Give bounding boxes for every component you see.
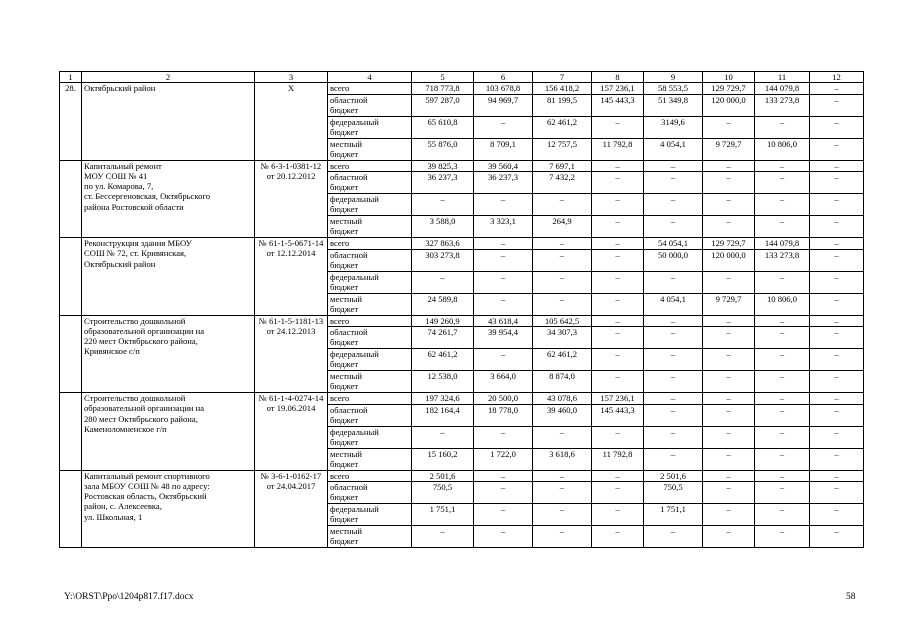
value-cell: – (703, 349, 755, 371)
value-cell: – (703, 426, 755, 448)
row-number-cell (60, 315, 82, 393)
column-header: 4 (328, 72, 412, 83)
value-cell: 39 954,4 (474, 327, 533, 349)
value-cell: – (810, 249, 864, 271)
table-row (60, 393, 864, 405)
funding-source-cell: всего (328, 470, 412, 482)
funding-source-cell: областной бюджет (328, 94, 412, 116)
value-cell: 156 418,2 (533, 83, 592, 95)
value-cell: – (810, 482, 864, 504)
value-cell: 3 618,6 (533, 448, 592, 470)
value-cell: – (533, 271, 592, 293)
value-cell: – (533, 470, 592, 482)
value-cell: – (474, 482, 533, 504)
value-cell: – (474, 116, 533, 138)
value-cell: 11 792,8 (592, 448, 644, 470)
value-cell: 10 806,0 (755, 138, 810, 160)
funding-source-cell: областной бюджет (328, 249, 412, 271)
value-cell: – (592, 271, 644, 293)
value-cell: 1 751,1 (644, 504, 703, 526)
value-cell: – (810, 94, 864, 116)
value-cell: – (474, 426, 533, 448)
value-cell: 81 199,5 (533, 94, 592, 116)
value-cell: – (412, 426, 474, 448)
value-cell: – (474, 470, 533, 482)
table-row (60, 83, 864, 95)
value-cell: 120 000,0 (703, 249, 755, 271)
value-cell: 54 054,1 (644, 238, 703, 250)
value-cell: – (703, 393, 755, 405)
object-name-cell: Строительство дошкольной образовательной организации на 220 мест Октябрьского района, Кривянское с/п (82, 315, 255, 393)
budget-table (59, 71, 864, 548)
funding-source-cell: федеральный бюджет (328, 426, 412, 448)
column-header: 12 (810, 72, 864, 83)
value-cell: – (703, 448, 755, 470)
value-cell: – (755, 116, 810, 138)
value-cell: – (592, 293, 644, 315)
value-cell: 74 261,7 (412, 327, 474, 349)
value-cell: – (810, 327, 864, 349)
document-cell: Х (255, 83, 328, 161)
value-cell: 1 722,0 (474, 448, 533, 470)
value-cell: – (474, 194, 533, 216)
value-cell: 3 588,0 (412, 216, 474, 238)
value-cell: 2 501,6 (412, 470, 474, 482)
value-cell: 133 273,8 (755, 94, 810, 116)
value-cell: – (644, 371, 703, 393)
value-cell: – (592, 116, 644, 138)
value-cell: – (755, 315, 810, 327)
value-cell: – (533, 504, 592, 526)
row-number-cell (60, 238, 82, 316)
value-cell: – (533, 426, 592, 448)
value-cell: – (810, 371, 864, 393)
value-cell: – (703, 327, 755, 349)
column-header: 1 (60, 72, 82, 83)
value-cell: 62 461,2 (533, 116, 592, 138)
value-cell: – (810, 271, 864, 293)
funding-source-cell: областной бюджет (328, 404, 412, 426)
value-cell: – (644, 315, 703, 327)
value-cell: 120 000,0 (703, 94, 755, 116)
value-cell: 39 460,0 (533, 404, 592, 426)
value-cell: – (810, 393, 864, 405)
value-cell: – (810, 216, 864, 238)
value-cell: 8 874,0 (533, 371, 592, 393)
value-cell: – (592, 349, 644, 371)
table-row (60, 315, 864, 327)
value-cell: 50 000,0 (644, 249, 703, 271)
funding-source-cell: местный бюджет (328, 293, 412, 315)
table-row (60, 160, 864, 172)
value-cell: 62 461,2 (412, 349, 474, 371)
value-cell: – (810, 470, 864, 482)
value-cell: – (474, 349, 533, 371)
document-cell: № 61-1-5-1181-13 от 24.12.2013 (255, 315, 328, 393)
value-cell: 55 876,0 (412, 138, 474, 160)
value-cell: – (703, 315, 755, 327)
value-cell: 43 078,6 (533, 393, 592, 405)
funding-source-cell: всего (328, 160, 412, 172)
value-cell: 157 236,1 (592, 393, 644, 405)
value-cell: – (592, 526, 644, 548)
value-cell: 39 825,3 (412, 160, 474, 172)
funding-source-cell: областной бюджет (328, 482, 412, 504)
value-cell: – (412, 271, 474, 293)
value-cell: 157 236,1 (592, 83, 644, 95)
value-cell: – (474, 249, 533, 271)
funding-source-cell: местный бюджет (328, 216, 412, 238)
value-cell: – (644, 393, 703, 405)
value-cell: – (703, 371, 755, 393)
row-number-cell (60, 470, 82, 548)
value-cell: 12 538,0 (412, 371, 474, 393)
value-cell: – (755, 327, 810, 349)
column-header: 7 (533, 72, 592, 83)
value-cell: – (533, 293, 592, 315)
value-cell: – (592, 371, 644, 393)
value-cell: – (474, 271, 533, 293)
value-cell: 3149,6 (644, 116, 703, 138)
document-cell: № 61-1-5-0671-14 от 12.12.2014 (255, 238, 328, 316)
value-cell: 145 443,3 (592, 94, 644, 116)
value-cell: – (533, 194, 592, 216)
value-cell: 43 618,4 (474, 315, 533, 327)
value-cell: – (644, 426, 703, 448)
value-cell: – (810, 194, 864, 216)
value-cell: 750,5 (412, 482, 474, 504)
value-cell: – (703, 526, 755, 548)
value-cell: – (810, 349, 864, 371)
value-cell: – (644, 448, 703, 470)
funding-source-cell: всего (328, 238, 412, 250)
value-cell: – (592, 482, 644, 504)
value-cell: – (755, 271, 810, 293)
value-cell: – (755, 172, 810, 194)
value-cell: – (703, 482, 755, 504)
value-cell: 20 500,0 (474, 393, 533, 405)
value-cell: – (644, 349, 703, 371)
funding-source-cell: всего (328, 393, 412, 405)
funding-source-cell: федеральный бюджет (328, 349, 412, 371)
value-cell: 94 969,7 (474, 94, 533, 116)
value-cell: 144 079,8 (755, 238, 810, 250)
value-cell: – (810, 83, 864, 95)
funding-source-cell: федеральный бюджет (328, 116, 412, 138)
value-cell: – (755, 482, 810, 504)
value-cell: 8 709,1 (474, 138, 533, 160)
value-cell: 12 757,5 (533, 138, 592, 160)
value-cell: 2 501,6 (644, 470, 703, 482)
funding-source-cell: федеральный бюджет (328, 504, 412, 526)
table-row (60, 238, 864, 250)
value-cell: – (703, 504, 755, 526)
value-cell: – (703, 194, 755, 216)
value-cell: – (755, 448, 810, 470)
funding-source-cell: местный бюджет (328, 371, 412, 393)
value-cell: – (810, 526, 864, 548)
value-cell: 1 751,1 (412, 504, 474, 526)
column-header: 5 (412, 72, 474, 83)
value-cell: 133 273,8 (755, 249, 810, 271)
value-cell: – (810, 138, 864, 160)
value-cell: – (810, 238, 864, 250)
value-cell: – (644, 404, 703, 426)
value-cell: – (533, 238, 592, 250)
value-cell: 182 164,4 (412, 404, 474, 426)
value-cell: – (810, 448, 864, 470)
document-cell: № 3-6-1-0162-17 от 24.04.2017 (255, 470, 328, 548)
value-cell: – (810, 404, 864, 426)
value-cell: – (592, 172, 644, 194)
value-cell: – (755, 504, 810, 526)
column-header: 6 (474, 72, 533, 83)
value-cell: – (533, 482, 592, 504)
header-row (60, 72, 864, 83)
value-cell: – (703, 470, 755, 482)
value-cell: – (755, 160, 810, 172)
value-cell: – (412, 194, 474, 216)
value-cell: 597 287,0 (412, 94, 474, 116)
value-cell: 9 729,7 (703, 138, 755, 160)
value-cell: – (592, 315, 644, 327)
value-cell: 58 553,5 (644, 83, 703, 95)
column-header: 10 (703, 72, 755, 83)
value-cell: – (755, 393, 810, 405)
value-cell: 65 610,8 (412, 116, 474, 138)
document-cell: № 61-1-4-0274-14 от 19.06.2014 (255, 393, 328, 471)
value-cell: 144 079,8 (755, 83, 810, 95)
object-name-cell: Реконструкция здания МБОУ СОШ № 72, ст. Кривянская, Октябрьский район (82, 238, 255, 316)
value-cell: 750,5 (644, 482, 703, 504)
value-cell: 36 237,3 (412, 172, 474, 194)
value-cell: 39 560,4 (474, 160, 533, 172)
funding-source-cell: федеральный бюджет (328, 271, 412, 293)
value-cell: – (703, 160, 755, 172)
value-cell: – (810, 504, 864, 526)
value-cell: – (755, 349, 810, 371)
value-cell: – (592, 216, 644, 238)
footer-file-path: Y:\ORST\Ppo\1204p817.f17.docx (64, 592, 194, 602)
value-cell: – (474, 504, 533, 526)
value-cell: – (644, 216, 703, 238)
row-number-cell (60, 393, 82, 471)
value-cell: 4 054,1 (644, 138, 703, 160)
value-cell: – (810, 315, 864, 327)
value-cell: – (644, 160, 703, 172)
table-row (60, 470, 864, 482)
column-header: 3 (255, 72, 328, 83)
funding-source-cell: областной бюджет (328, 172, 412, 194)
value-cell: – (592, 504, 644, 526)
value-cell: – (533, 526, 592, 548)
funding-source-cell: всего (328, 315, 412, 327)
row-number-cell (60, 160, 82, 238)
value-cell: 36 237,3 (474, 172, 533, 194)
value-cell: 129 729,7 (703, 83, 755, 95)
value-cell: 7 432,2 (533, 172, 592, 194)
value-cell: – (703, 172, 755, 194)
value-cell: – (810, 426, 864, 448)
funding-source-cell: областной бюджет (328, 327, 412, 349)
value-cell: – (592, 327, 644, 349)
value-cell: – (755, 216, 810, 238)
funding-source-cell: федеральный бюджет (328, 194, 412, 216)
value-cell: – (412, 526, 474, 548)
funding-source-cell: всего (328, 83, 412, 95)
value-cell: 9 729,7 (703, 293, 755, 315)
value-cell: 7 697,1 (533, 160, 592, 172)
object-name-cell: Строительство дошкольной образовательной организации на 280 мест Октябрьского района, Каменоломненское г/п (82, 393, 255, 471)
value-cell: – (592, 249, 644, 271)
value-cell: – (592, 194, 644, 216)
value-cell: 103 678,8 (474, 83, 533, 95)
value-cell: – (474, 238, 533, 250)
object-name-cell: Капитальный ремонт МОУ СОШ № 41 по ул. Комарова, 7, ст. Бессергеновская, Октябрьского района Ростовской области (82, 160, 255, 238)
value-cell: – (644, 172, 703, 194)
value-cell: 303 273,8 (412, 249, 474, 271)
value-cell: – (703, 271, 755, 293)
value-cell: 3 323,1 (474, 216, 533, 238)
value-cell: 62 461,2 (533, 349, 592, 371)
value-cell: – (644, 327, 703, 349)
value-cell: 145 443,3 (592, 404, 644, 426)
value-cell: 11 792,8 (592, 138, 644, 160)
value-cell: 10 806,0 (755, 293, 810, 315)
value-cell: – (810, 172, 864, 194)
value-cell: – (703, 404, 755, 426)
value-cell: – (755, 426, 810, 448)
page-number: 58 (846, 592, 856, 602)
value-cell: – (755, 526, 810, 548)
object-name-cell: Капитальный ремонт спортивного зала МБОУ СОШ № 48 по адресу: Ростовская область, Октябрьский район, с. Алексеевка, ул. Школьная, 1 (82, 470, 255, 548)
value-cell: 34 307,3 (533, 327, 592, 349)
value-cell: 129 729,7 (703, 238, 755, 250)
document-cell: № 6-3-1-0381-12 от 20.12.2012 (255, 160, 328, 238)
column-header: 9 (644, 72, 703, 83)
row-number-cell: 28. (60, 83, 82, 161)
value-cell: – (810, 116, 864, 138)
value-cell: 718 773,8 (412, 83, 474, 95)
funding-source-cell: местный бюджет (328, 448, 412, 470)
value-cell: 197 324,6 (412, 393, 474, 405)
value-cell: – (755, 194, 810, 216)
value-cell: 51 349,8 (644, 94, 703, 116)
value-cell: – (592, 238, 644, 250)
value-cell: – (474, 293, 533, 315)
value-cell: 264,9 (533, 216, 592, 238)
value-cell: 3 664,0 (474, 371, 533, 393)
value-cell: – (755, 404, 810, 426)
value-cell: 105 642,5 (533, 315, 592, 327)
value-cell: – (644, 526, 703, 548)
value-cell: 15 160,2 (412, 448, 474, 470)
value-cell: 24 589,8 (412, 293, 474, 315)
value-cell: – (755, 470, 810, 482)
value-cell: – (644, 194, 703, 216)
value-cell: 18 778,0 (474, 404, 533, 426)
value-cell: – (810, 293, 864, 315)
value-cell: – (755, 371, 810, 393)
column-header: 2 (82, 72, 255, 83)
funding-source-cell: местный бюджет (328, 138, 412, 160)
value-cell: – (644, 271, 703, 293)
column-header: 8 (592, 72, 644, 83)
value-cell: – (810, 160, 864, 172)
value-cell: – (474, 526, 533, 548)
value-cell: 327 863,6 (412, 238, 474, 250)
object-name-cell: Октябрьский район (82, 83, 255, 161)
funding-source-cell: местный бюджет (328, 526, 412, 548)
column-header: 11 (755, 72, 810, 83)
value-cell: – (703, 216, 755, 238)
value-cell: – (533, 249, 592, 271)
value-cell: – (592, 470, 644, 482)
value-cell: 4 054,1 (644, 293, 703, 315)
value-cell: – (703, 116, 755, 138)
value-cell: – (592, 426, 644, 448)
value-cell: 149 260,9 (412, 315, 474, 327)
value-cell: – (592, 160, 644, 172)
